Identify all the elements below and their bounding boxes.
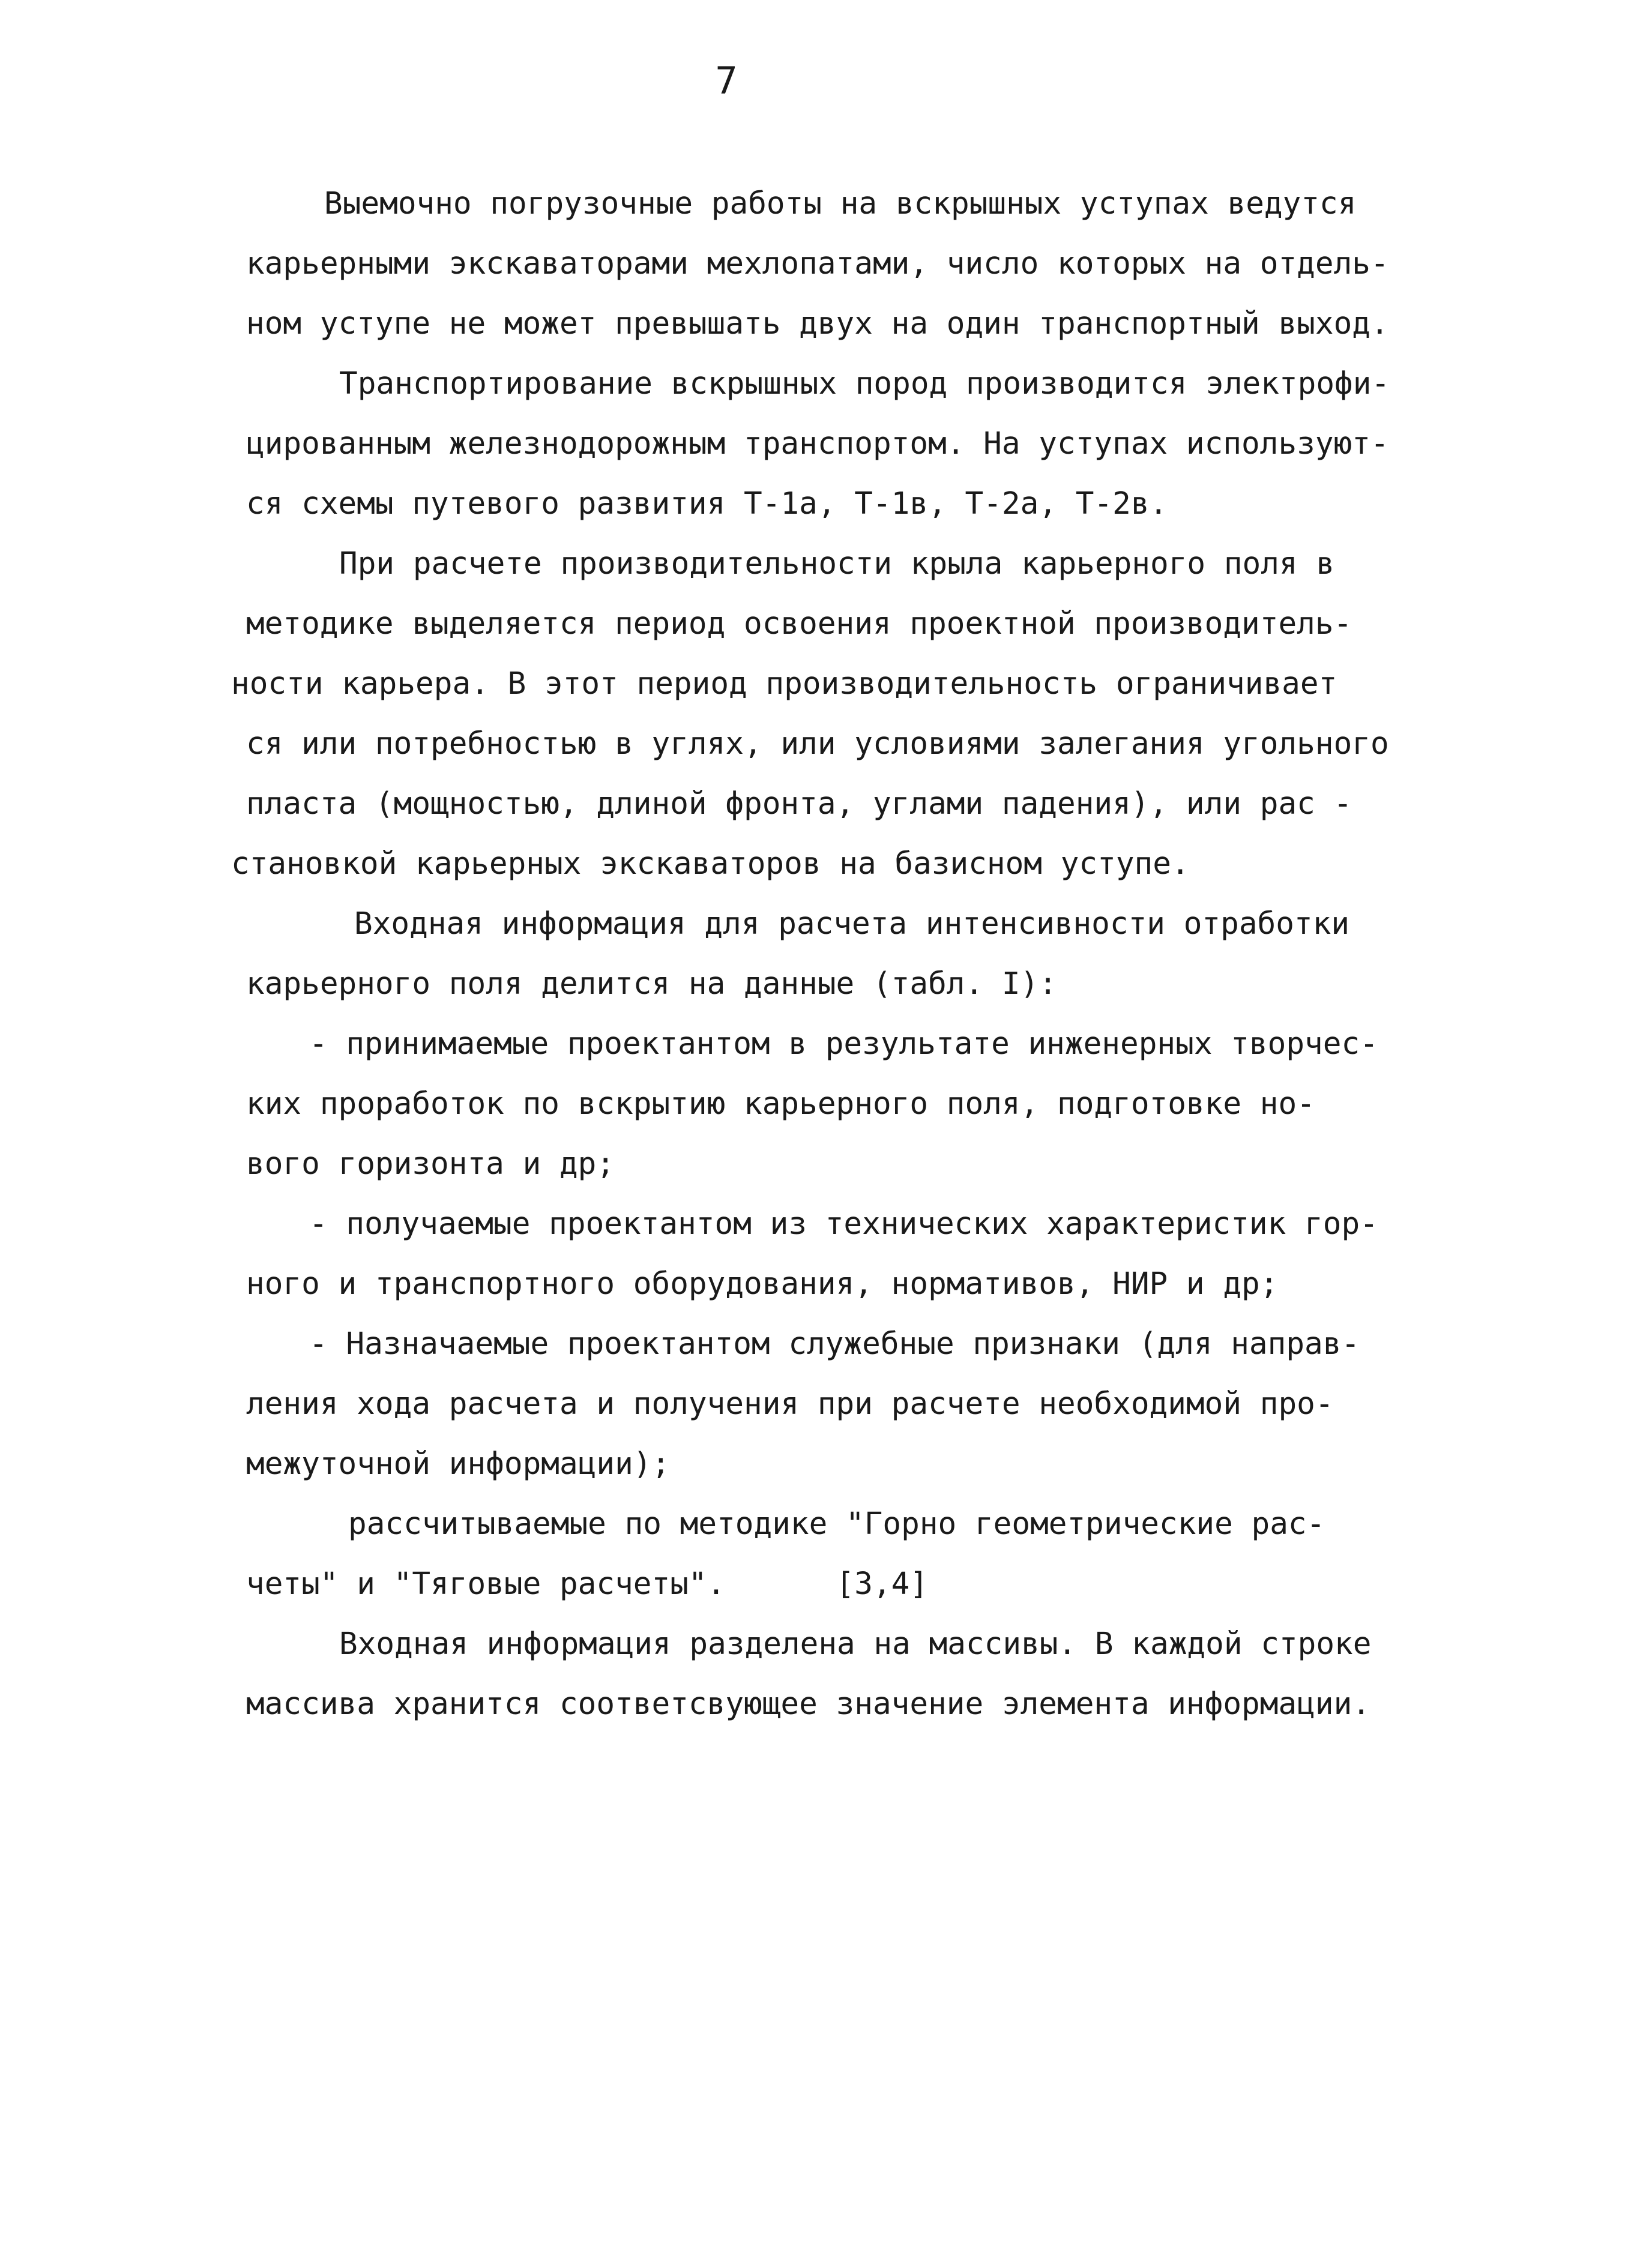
text-line: карьерными экскаваторами мехлопатами, число которых на отдель- (246, 246, 1389, 281)
text-line: Входная информация разделена на массивы. В каждой строке (339, 1626, 1372, 1662)
text-line: ких проработок по вскрытию карьерного поля, подготовке но- (246, 1086, 1315, 1122)
text-line: Транспортирование вскрышных пород производится электрофи- (339, 366, 1390, 402)
text-line: становкой карьерных экскаваторов на базисном уступе. (231, 846, 1190, 882)
text-line: цированным железнодорожным транспортом. На уступах используют- (246, 426, 1389, 462)
text-line: При расчете производительности крыла карьерного поля в (339, 546, 1335, 582)
citation-line: четы" и "Тяговые расчеты". [3,4] (246, 1566, 929, 1602)
text-line: рассчитываемые по методике "Горно геометрические рас- (348, 1506, 1325, 1542)
text-line: межуточной информации); (246, 1446, 671, 1482)
text-line: ности карьера. В этот период производительность ограничивает (231, 666, 1337, 702)
text-line: ся или потребностью в углях, или условиями залегания угольного (246, 726, 1389, 762)
list-item-line: - Назначаемые проектантом служебные признаки (для направ- (309, 1326, 1360, 1362)
text-line: Выемочно погрузочные работы на вскрышных уступах ведутся (324, 186, 1357, 221)
text-line: вого горизонта и др; (246, 1146, 615, 1182)
text-line: ления хода расчета и получения при расчете необходимой про- (246, 1386, 1334, 1422)
text-line: карьерного поля делится на данные (табл. I): (246, 966, 1058, 1002)
body-text (222, 174, 1423, 1734)
page-number: 7 (715, 59, 738, 103)
text-line: массива хранится соответсвующее значение элемента информации. (246, 1686, 1370, 1722)
text-line: ном уступе не может превышать двух на один транспортный выход. (246, 306, 1389, 341)
list-item-line: - принимаемые проектантом в результате инженерных творчес- (309, 1026, 1378, 1062)
text-line: Входная информация для расчета интенсивности отработки (354, 906, 1350, 942)
text-line: ного и транспортного оборудования, нормативов, НИР и др; (246, 1266, 1279, 1302)
text-line: методике выделяется период освоения проектной производитель- (246, 606, 1352, 642)
list-item-line: - получаемые проектантом из технических характеристик гор- (309, 1206, 1378, 1242)
text-line: пласта (мощностью, длиной фронта, углами падения), или рас - (246, 786, 1352, 822)
text-line: ся схемы путевого развития Т-1а, Т-1в, Т-2а, Т-2в. (246, 486, 1168, 522)
